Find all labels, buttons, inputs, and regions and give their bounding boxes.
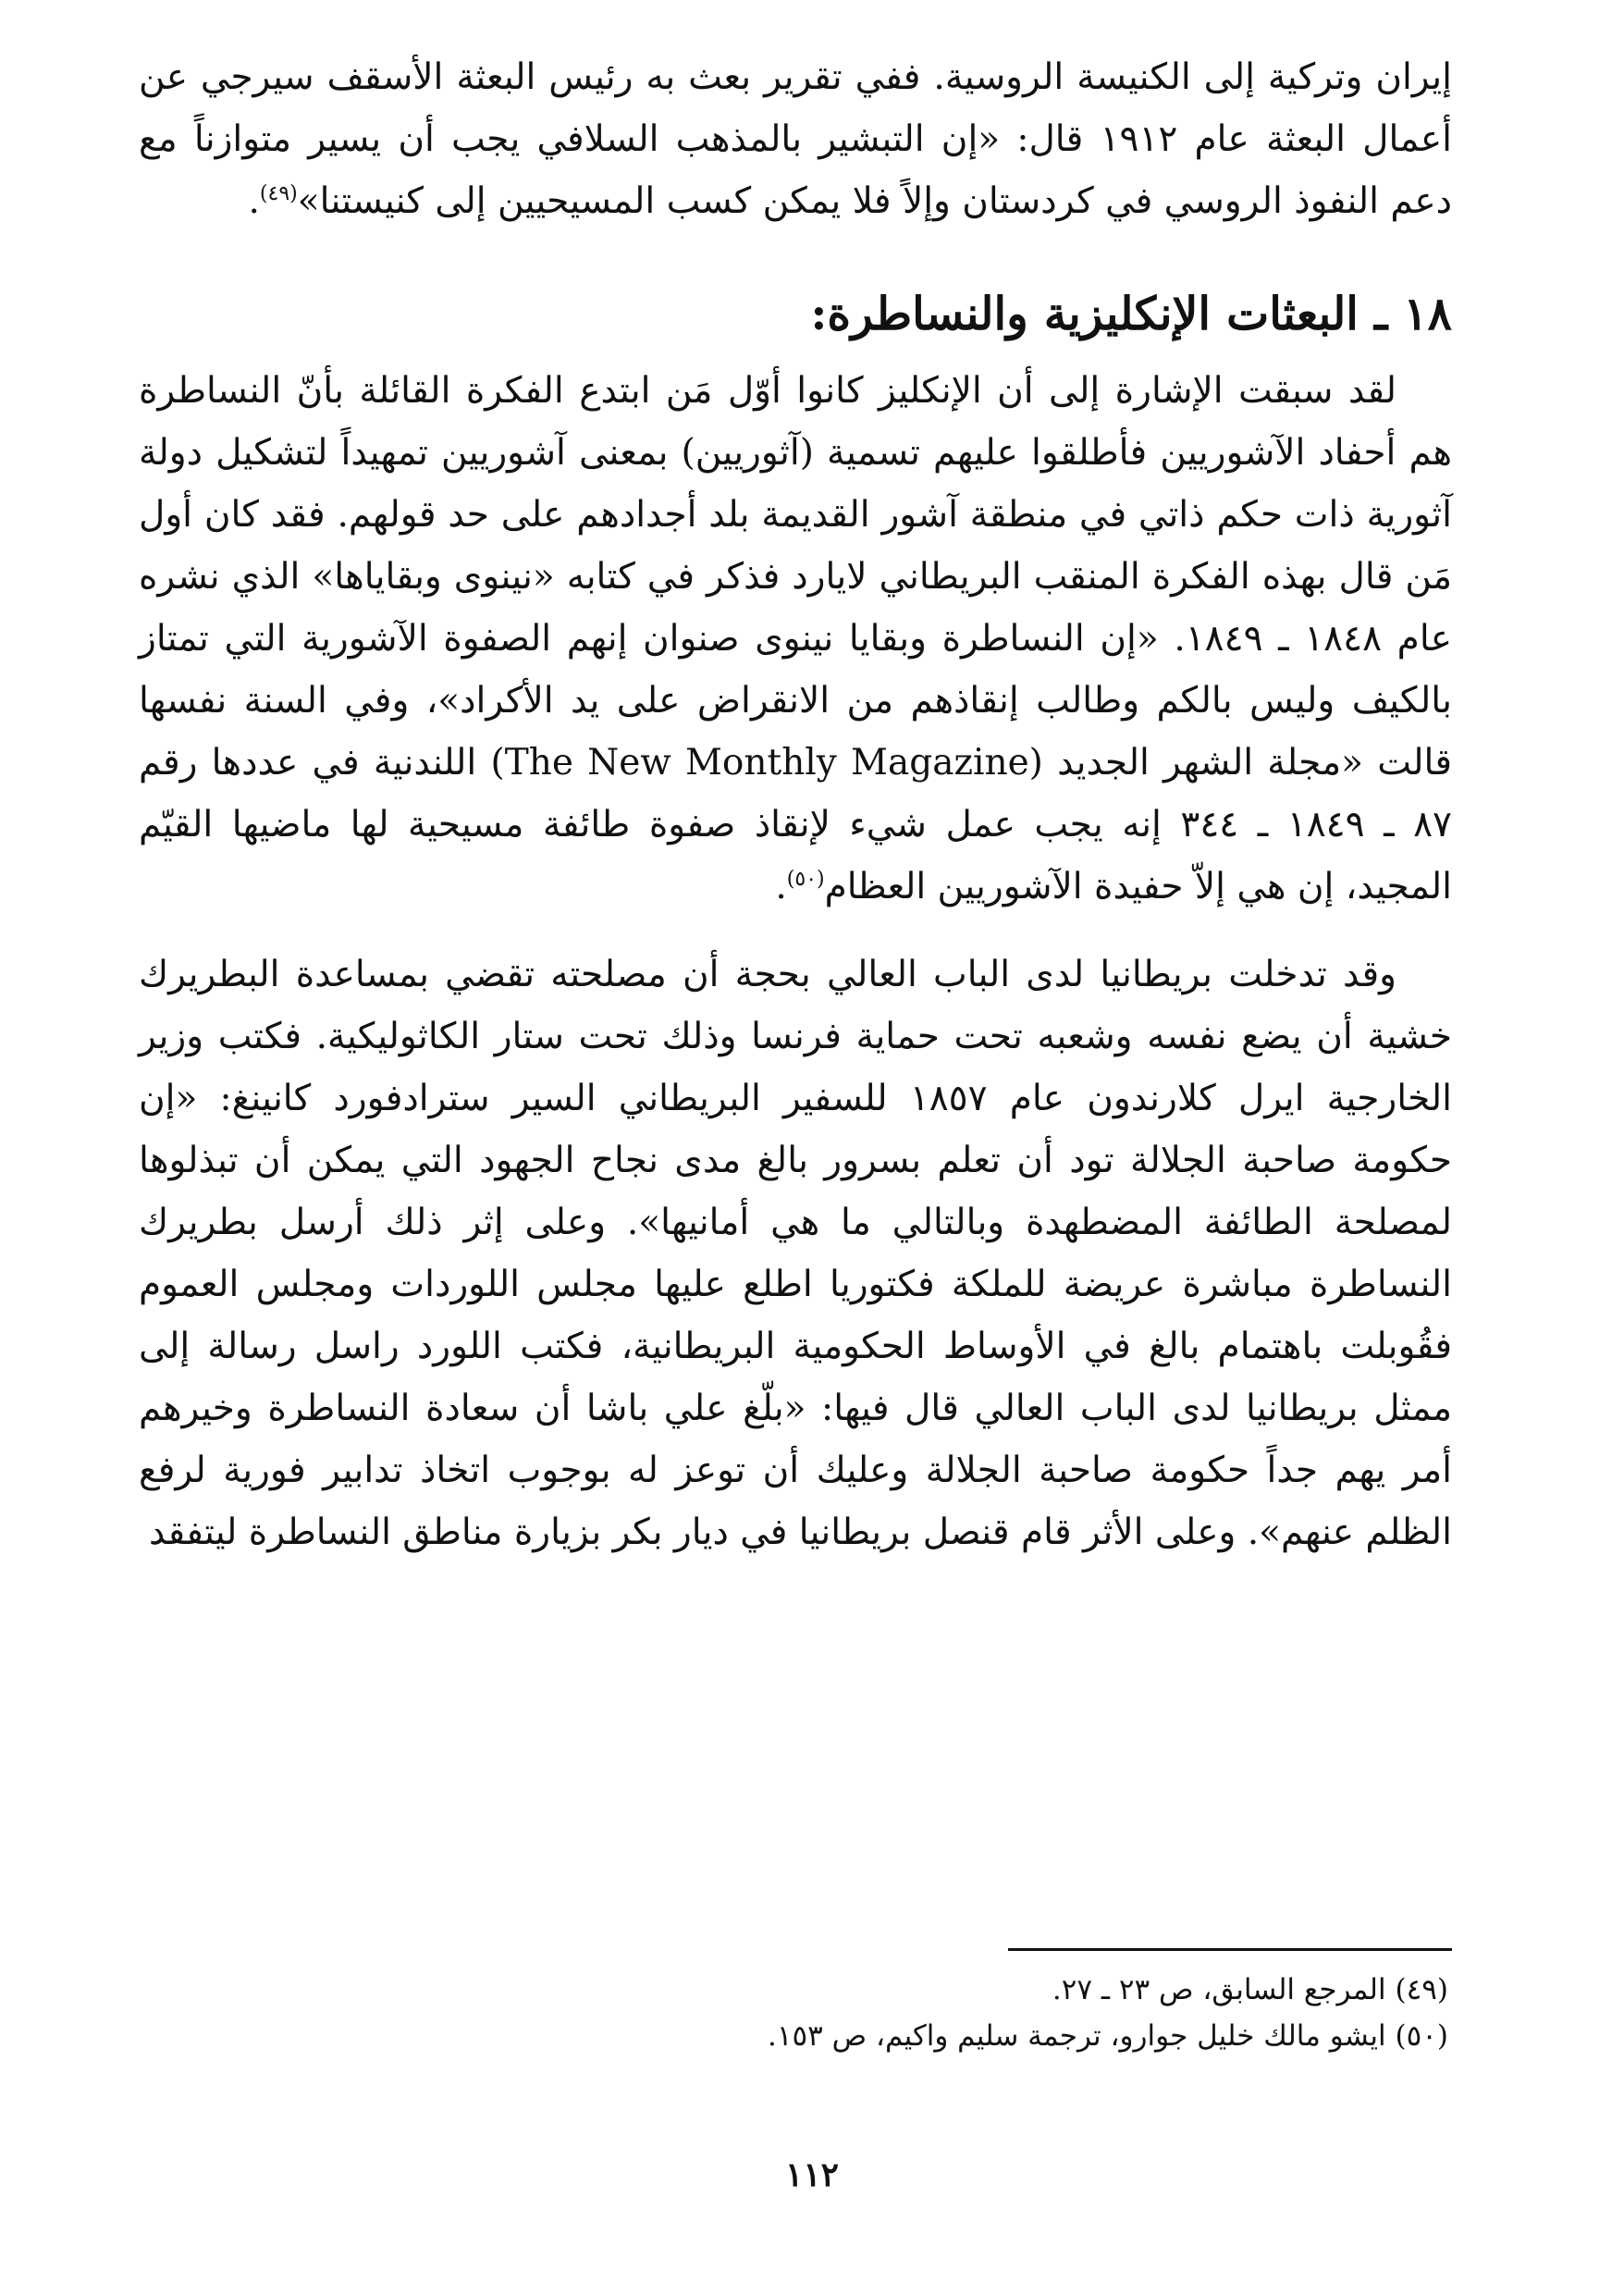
paragraph-2-text-a: لقد سبقت الإشارة إلى أن الإنكليز كانوا أوّل مَن ابتدع الفكرة القائلة بأنّ النساطرة هم أحفاد الآشوريين فأطلقوا عليهم تسمية (آثوريين) بمعنى آشوريين تمهيداً لتشكيل دولة آثورية ذات حكم ذاتي في منطقة آشور القديمة بلد أجدادهم على حد قولهم. فقد كان أول مَن قال بهذه الفكرة المنقب البريطاني لايارد فذكر في كتابه «نينوى وبقاياها» الذي نشره عام ١٨٤٨ ـ ١٨٤٩. «إن النساطرة وبقايا نينوى صنوان إنهم الصفوة الآشورية التي تمتاز بالكيف وليس بالكم وطالب إنقاذهم من الانقراض على يد الأكراد»، وفي السنة نفسها قالت «مجلة الشهر الجديد xyxy=(139,370,1452,784)
footnote-ref-49: (٤٩) xyxy=(259,182,298,205)
paragraph-3-text: وقد تدخلت بريطانيا لدى الباب العالي بحجة أن مصلحته تقضي بمساعدة البطريرك خشية أن يضع نفسه وشعبه تحت حماية فرنسا وذلك تحت ستار الكاثوليكية. فكتب وزير الخارجية ايرل كلارندون عام ١٨٥٧ للسفير البريطاني السير سترادفورد كانينغ: «إن حكومة صاحبة الجلالة تود أن تعلم بسرور بالغ مدى نجاح الجهود التي يمكن أن تبذلوها لمصلحة الطائفة المضطهدة وبالتالي ما هي أمانيها». وعلى إثر ذلك أرسل بطريرك النساطرة مباشرة عريضة للملكة فكتوريا اطلع عليها مجلس اللوردات ومجلس العموم فقُوبلت باهتمام بالغ في الأوساط الحكومية البريطانية، فكتب اللورد راسل رسالة إلى ممثل بريطانيا لدى الباب العالي قال فيها: «بلّغ علي باشا أن سعادة النساطرة وخيرهم أمر يهم جداً حكومة صاحبة الجلالة وعليك أن توعز له بوجوب اتخاذ تدابير فورية لرفع الظلم عنهم». وعلى الأثر قام قنصل بريطانيا في ديار بكر بزيارة مناطق النساطرة ليتفقد xyxy=(139,954,1452,1553)
paragraph-2-end: . xyxy=(775,866,787,907)
paragraph-2 xyxy=(139,360,1452,918)
paragraph-2-text-b: اللندنية في عددها رقم ٨٧ ـ ١٨٤٩ ـ ٣٤٤ إنه يجب عمل شيء لإنقاذ صفوة طائفة مسيحية لها ماضيها القيّم المجيد، إن هي إلاّ حفيدة الآشوريين العظام xyxy=(139,742,1452,907)
section-heading: ١٨ ـ البعثات الإنكليزية والنساطرة: xyxy=(810,287,1452,340)
paragraph-1 xyxy=(139,46,1452,232)
page-number: ١١٢ xyxy=(784,2155,839,2194)
footnote-49: (٤٩) المرجع السابق، ص ٢٣ ـ ٢٧. xyxy=(1052,1973,1448,2006)
english-magazine-title: (The New Monthly Magazine) xyxy=(490,742,1043,784)
footnote-50: (٥٠) ايشو مالك خليل جوارو، ترجمة سليم واكيم، ص ١٥٣. xyxy=(767,2019,1448,2053)
paragraph-gap xyxy=(139,918,1452,944)
paragraph-3 xyxy=(139,944,1452,1563)
footnote-divider xyxy=(1008,1948,1452,1951)
footnote-ref-50: (٥٠) xyxy=(786,868,825,891)
main-text xyxy=(139,46,1452,1563)
paragraph-1-end: . xyxy=(248,180,260,222)
footnotes xyxy=(172,1967,1448,2059)
paragraph-1-text: إيران وتركية إلى الكنيسة الروسية. ففي تقرير بعث به رئيس البعثة الأسقف سيرجي عن أعمال البعثة عام ١٩١٢ قال: «إن التبشير بالمذهب السلافي يجب أن يسير متوازناً مع دعم النفوذ الروسي في كردستان وإلاً فلا يمكن كسب المسيحيين إلى كنيستنا» xyxy=(139,56,1453,222)
